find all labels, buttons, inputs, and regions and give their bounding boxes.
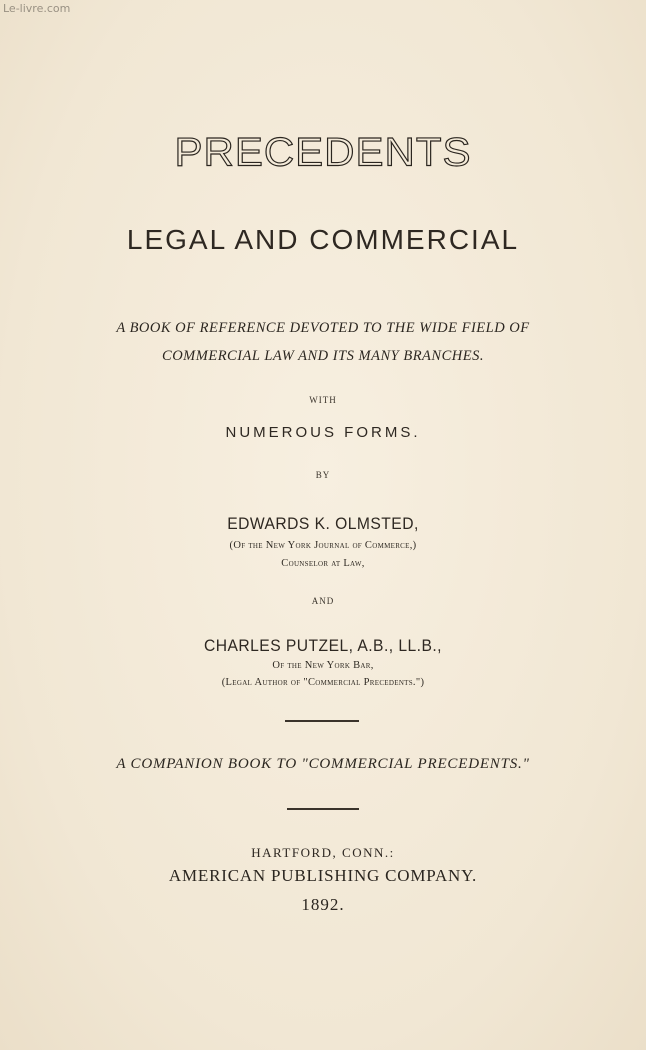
publication-year: 1892. [301, 895, 345, 914]
author-2-affiliation-1: Of the New York Bar, [272, 660, 374, 671]
author-2-name: CHARLES PUTZEL, A.B., LL.B., [203, 636, 442, 655]
publication-city: HARTFORD, CONN.: [251, 845, 395, 860]
with-label: WITH [309, 395, 337, 405]
divider-rule-2 [287, 808, 359, 810]
publisher-name: AMERICAN PUBLISHING COMPANY. [168, 866, 478, 885]
divider-rule-1 [285, 720, 359, 722]
author-1-name: EDWARDS K. OLMSTED, [227, 514, 419, 533]
companion-note: A COMPANION BOOK TO "COMMERCIAL PRECEDENTS." [116, 756, 530, 772]
author-2-affiliation-2: (Legal Author of "Commercial Precedents.") [221, 677, 425, 688]
numerous-forms: NUMEROUS FORMS. [225, 424, 421, 441]
by-label: BY [315, 470, 331, 480]
description-line-2: COMMERCIAL LAW AND ITS MANY BRANCHES. [162, 348, 484, 364]
book-subtitle: LEGAL AND COMMERCIAL [126, 224, 520, 255]
author-1-affiliation-1: (Of the New York Journal of Commerce,) [229, 540, 417, 551]
watermark-text: Le-livre.com [3, 2, 71, 15]
description-line-1: A BOOK OF REFERENCE DEVOTED TO THE WIDE FIELD OF [116, 320, 530, 336]
book-title: PRECEDENTS [174, 129, 472, 174]
and-label: AND [311, 596, 335, 606]
author-1-affiliation-2: Counselor at Law, [281, 558, 365, 569]
